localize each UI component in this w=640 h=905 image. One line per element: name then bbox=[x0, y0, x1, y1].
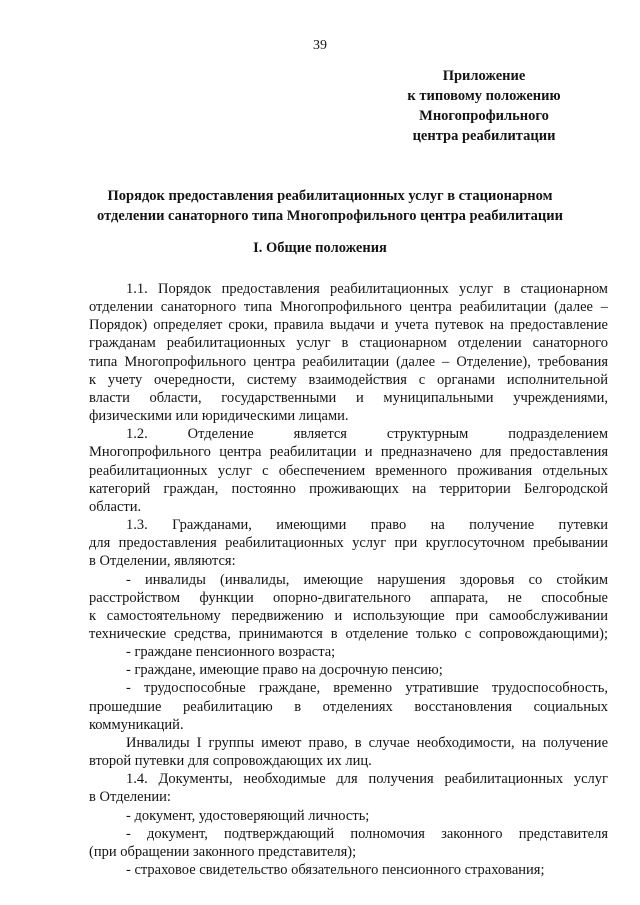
text-line: - граждане, имеющие право на досрочную пенсию; bbox=[126, 662, 443, 679]
text-line: прошедшие реабилитацию в отделениях восстановления социальных bbox=[89, 698, 608, 715]
document-body bbox=[89, 280, 608, 879]
text-line: гражданам реабилитационных услуг в стационарном отделении санаторного bbox=[89, 335, 608, 352]
text-line: типа Многопрофильного центра реабилитации (далее – Отделение), требования bbox=[89, 353, 608, 370]
text-line: Инвалиды I группы имеют право, в случае необходимости, на получение bbox=[126, 734, 608, 751]
text-line: власти области, государственными и муниципальными учреждениями, bbox=[89, 389, 608, 406]
text-line: - документ, удостоверяющий личность; bbox=[126, 807, 370, 824]
appendix-line: к типовому положению bbox=[407, 88, 561, 104]
text-line: в Отделении: bbox=[89, 789, 171, 806]
title-line: отделении санаторного типа Многопрофильного центра реабилитации bbox=[97, 208, 563, 224]
text-line: реабилитационных услуг с обеспечением временного проживания отдельных bbox=[89, 462, 608, 479]
page-number: 39 bbox=[313, 38, 327, 53]
text-line: Многопрофильного центра реабилитации и предназначено для предоставления bbox=[89, 444, 608, 461]
text-line: 1.4. Документы, необходимые для получения реабилитационных услуг bbox=[126, 771, 608, 788]
text-line: 1.3. Гражданами, имеющими право на получение путевки bbox=[126, 517, 608, 534]
text-line: - инвалиды (инвалиды, имеющие нарушения здоровья со стойким bbox=[126, 571, 608, 588]
text-line: области. bbox=[89, 498, 142, 515]
appendix-header bbox=[380, 66, 588, 146]
text-line: коммуникаций. bbox=[89, 716, 184, 733]
text-line: для предоставления реабилитационных услуг при круглосуточном пребывании bbox=[89, 535, 608, 552]
text-line: - граждане пенсионного возраста; bbox=[126, 644, 336, 661]
text-line: - трудоспособные граждане, временно утратившие трудоспособность, bbox=[126, 680, 608, 697]
text-line: к учету очередности, систему взаимодействия с органами исполнительной bbox=[89, 371, 608, 388]
appendix-line: центра реабилитации bbox=[412, 128, 556, 144]
text-line: расстройством функции опорно-двигательного аппарата, не способные bbox=[89, 589, 608, 606]
text-line: 1.2. Отделение является структурным подразделением bbox=[126, 426, 608, 443]
text-line: - страховое свидетельство обязательного пенсионного страхования; bbox=[126, 862, 545, 878]
text-line: к самостоятельному передвижению и использующие при самообслуживании bbox=[89, 607, 608, 624]
section-heading: I. Общие положения bbox=[253, 240, 387, 256]
appendix-line: Приложение bbox=[442, 68, 526, 84]
appendix-line: Многопрофильного bbox=[419, 108, 549, 124]
text-line: отделении санаторного типа Многопрофильного центра реабилитации (далее – bbox=[89, 299, 608, 316]
text-line: 1.1. Порядок предоставления реабилитационных услуг в стационарном bbox=[126, 281, 608, 297]
text-line: физическими или юридическими лицами. bbox=[89, 408, 349, 425]
text-line: в Отделении, являются: bbox=[89, 553, 236, 570]
text-line: (при обращении законного представителя); bbox=[89, 843, 357, 860]
title-line: Порядок предоставления реабилитационных услуг в стационарном bbox=[107, 188, 553, 204]
text-line: Порядок) определяет сроки, правила выдачи и учета путевок на предоставление bbox=[89, 317, 608, 334]
text-line: категорий граждан, постоянно проживающих на территории Белгородской bbox=[89, 480, 608, 497]
text-line: - документ, подтверждающий полномочия законного представителя bbox=[126, 825, 608, 842]
text-line: технические средства, принимаются в отделение только с сопровождающими); bbox=[89, 625, 608, 642]
text-line: второй путевки для сопровождающих их лиц. bbox=[89, 753, 372, 770]
document-title bbox=[60, 186, 600, 226]
